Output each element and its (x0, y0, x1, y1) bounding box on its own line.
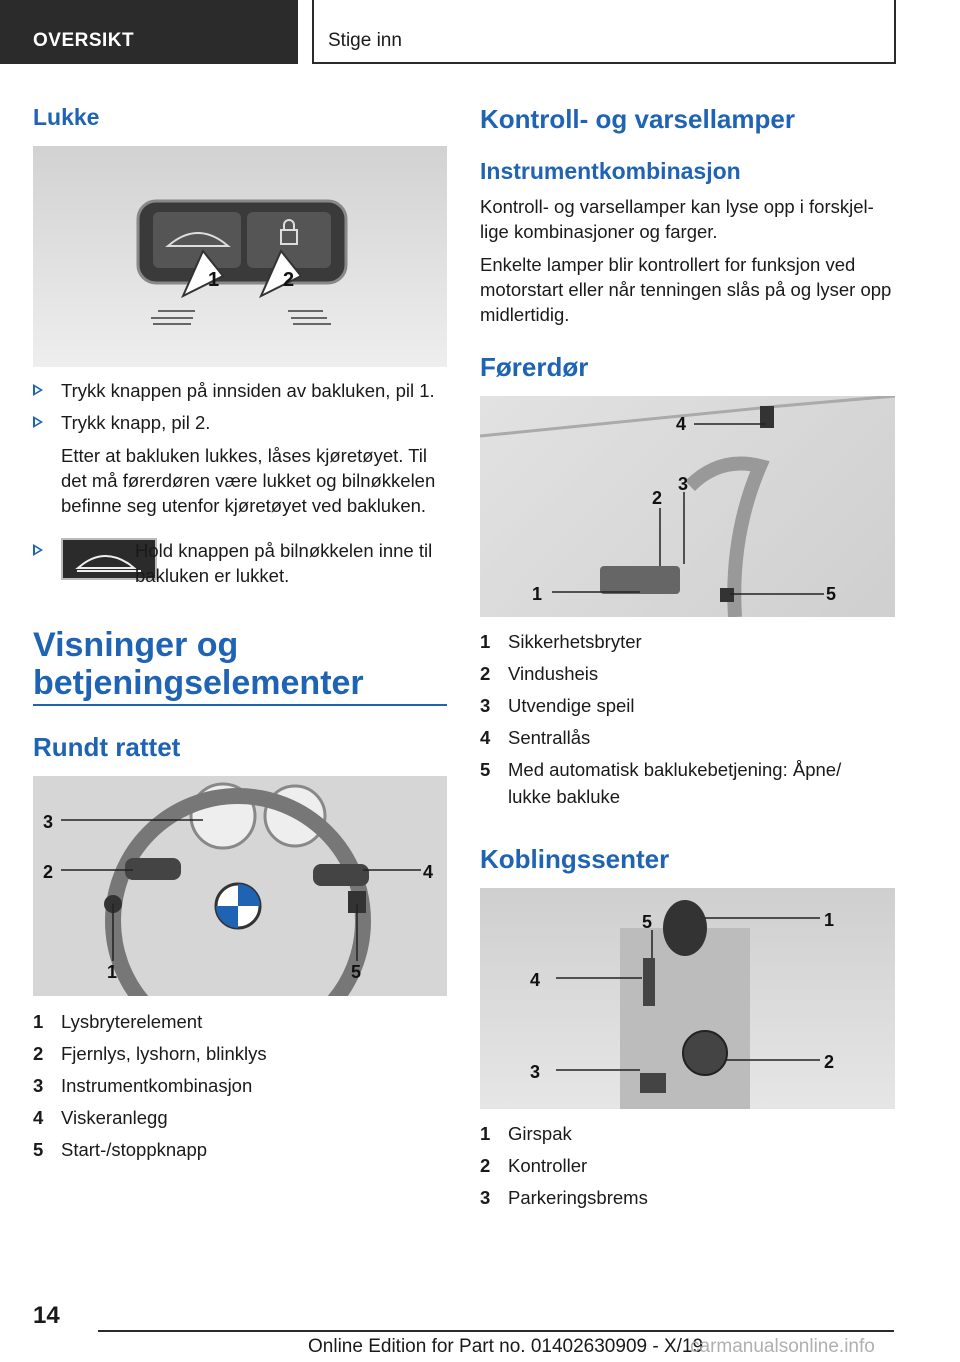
remote-bullet (33, 538, 447, 588)
lukke-heading: Lukke (33, 104, 100, 130)
wheel-label-4: 4 (423, 862, 434, 882)
list-item: 5 Start-/stoppknapp (33, 1139, 208, 1160)
heading-rule (33, 704, 447, 706)
instrument-subheading: Instrumentkombinasjon (480, 158, 741, 184)
page-number: 14 (33, 1302, 60, 1329)
arrow-label-2: 2 (283, 269, 295, 291)
list-item-continuation: lukke bakluke (508, 786, 621, 807)
kontroll-paragraph-2: Enkelte lamper blir kontrollert for funksjon ved motorstart eller når tenningen slås på og lyser opp midlertidig. (480, 254, 892, 325)
list-item: 3 Parkeringsbrems (480, 1187, 648, 1208)
wheel-label-2: 2 (43, 862, 54, 882)
list-item: 2 Vindusheis (480, 663, 599, 684)
section-label: OVERSIKT (33, 30, 135, 51)
console-label-5: 5 (642, 912, 653, 932)
list-item: 5 Med automatisk baklukebetjening: Åpne/ (480, 759, 842, 780)
door-label-3: 3 (678, 474, 689, 494)
triangle-bullet-icon (33, 416, 43, 428)
driver-door-figure (480, 396, 895, 617)
visninger-heading: Visninger og betjeningselementer (33, 626, 364, 702)
kontroll-paragraph-1: Kontroll- og varsellamper kan lyse opp i forskjellige kombinasjoner og farger. (480, 196, 874, 242)
rundt-rattet-list (33, 1006, 447, 1166)
list-item: 4 Sentrallås (480, 727, 591, 748)
door-label-2: 2 (652, 488, 663, 508)
footer-rule (98, 1330, 894, 1332)
tailgate-buttons-figure (33, 146, 447, 367)
list-item: 3 Instrumentkombinasjon (33, 1075, 253, 1096)
forerdor-heading: Førerdør (480, 352, 589, 382)
arrow-label-1: 1 (208, 269, 220, 291)
list-item: 1 Girspak (480, 1123, 572, 1144)
triangle-bullet-icon (33, 544, 43, 556)
watermark: carmanualsonline.info (690, 1336, 875, 1357)
center-console-figure (480, 888, 895, 1109)
koblingssenter-list (480, 1118, 895, 1214)
door-label-1: 1 (532, 584, 543, 604)
wheel-label-1: 1 (107, 962, 118, 982)
triangle-bullet-icon (33, 384, 43, 396)
koblingssenter-heading: Koblingssenter (480, 844, 670, 874)
topic-label: Stige inn (328, 30, 402, 51)
console-label-4: 4 (530, 970, 541, 990)
controller-knob (683, 1031, 727, 1075)
rundt-rattet-heading: Rundt rattet (33, 732, 181, 762)
close-button (153, 212, 241, 268)
kontroll-heading: Kontroll- og varsellamper (480, 104, 795, 134)
console-label-3: 3 (530, 1062, 541, 1082)
topic-tab[interactable] (312, 0, 896, 64)
wheel-label-5: 5 (351, 962, 362, 982)
console-label-1: 1 (824, 910, 835, 930)
list-item: 1 Lysbryterelement (33, 1011, 203, 1032)
window-switches (600, 566, 680, 594)
list-item: 2 Kontroller (480, 1155, 588, 1176)
list-item: 2 Fjernlys, lyshorn, blinklys (33, 1043, 267, 1064)
steering-wheel-figure (33, 776, 447, 996)
gear-lever (663, 900, 707, 956)
list-item: 3 Utvendige speil (480, 695, 635, 716)
remote-text: Hold knappen på bilnøkkelen inne til bakluken er lukket. (135, 540, 433, 586)
lukke-note: Etter at bakluken lukkes, låses kjøretøyet. Til det må førerdøren være lukket og bilnøkkelen befinne seg utenfor kjøretøyet ved bakluken. (61, 445, 436, 516)
door-label-4: 4 (676, 414, 687, 434)
door-label-5: 5 (826, 584, 837, 604)
list-item: 4 Viskeranlegg (33, 1107, 168, 1128)
list-item: 1 Sikkerhetsbryter (480, 631, 642, 652)
edition-text: Online Edition for Part no. 01402630909 - X/19 (308, 1336, 704, 1357)
forerdor-list (480, 626, 895, 813)
section-tab[interactable] (0, 0, 298, 64)
wheel-label-3: 3 (43, 812, 54, 832)
console-label-2: 2 (824, 1052, 835, 1072)
